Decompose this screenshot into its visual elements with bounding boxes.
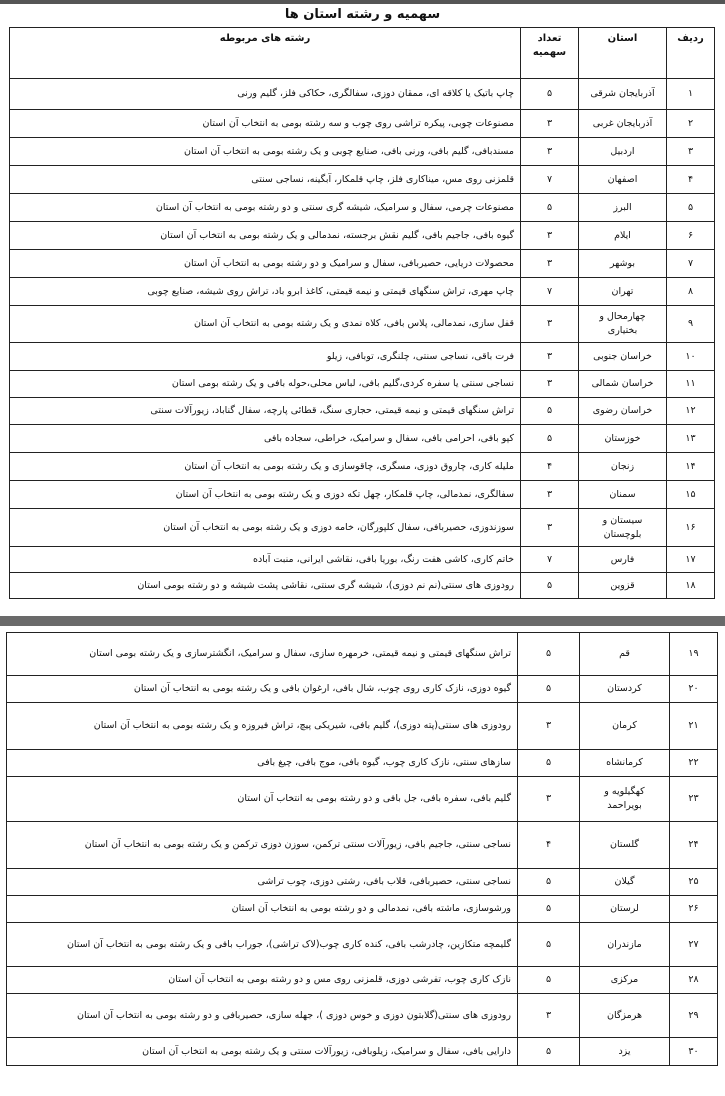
province-cell: هرمزگان xyxy=(580,994,670,1038)
fields-cell: ورشوسازی، ماشته بافی، نمدمالی و دو رشته بومی به انتخاب آن استان xyxy=(7,896,518,923)
quota-count-cell: ۵ xyxy=(518,923,580,967)
table-row xyxy=(7,869,718,896)
table-row xyxy=(10,425,715,453)
row-number-cell: ۳۰ xyxy=(670,1038,718,1066)
row-number-cell: ۱۸ xyxy=(667,573,715,599)
quota-count-cell: ۵ xyxy=(518,676,580,703)
row-number-cell: ۱۲ xyxy=(667,398,715,425)
province-cell: زنجان xyxy=(579,453,667,481)
table-row xyxy=(7,633,718,676)
province-cell: خوزستان xyxy=(579,425,667,453)
quota-count-cell: ۳ xyxy=(521,343,579,371)
province-cell: کهگیلویه و بویراحمد xyxy=(580,777,670,822)
fields-cell: رودوزی های سنتی(نم نم دوزی)، شیشه گری سنتی، نقاشی پشت شیشه و دو رشته بومی استان xyxy=(10,573,521,599)
province-cell: کرمانشاه xyxy=(580,750,670,777)
fields-cell: قفل سازی، نمدمالی، پلاس بافی، کلاه نمدی و یک رشته بومی به انتخاب آن استان xyxy=(10,306,521,343)
province-cell: آذربایجان شرقی xyxy=(579,79,667,110)
fields-cell: چاپ مهری، تراش سنگهای قیمتی و نیمه قیمتی، کاغذ ابرو باد، تراش روی شیشه، صنایع چوبی xyxy=(10,278,521,306)
quota-count-cell: ۳ xyxy=(521,509,579,547)
table-row xyxy=(10,138,715,166)
table-row xyxy=(10,110,715,138)
quota-count-cell: ۳ xyxy=(521,371,579,398)
table-row xyxy=(10,481,715,509)
province-cell: البرز xyxy=(579,194,667,222)
fields-cell: نساجی سنتی، جاجیم بافی، زیورآلات سنتی ترکمن، سوزن دوزی ترکمن و یک رشته بومی به انتخاب آن استان xyxy=(7,822,518,869)
fields-cell: گلیم بافی، سفره بافی، جل بافی و دو رشته بومی به انتخاب آن استان xyxy=(7,777,518,822)
table-row xyxy=(10,306,715,343)
row-number-cell: ۲۰ xyxy=(670,676,718,703)
quota-count-cell: ۷ xyxy=(521,278,579,306)
table-row xyxy=(10,250,715,278)
fields-cell: تراش سنگهای قیمتی و نیمه قیمتی، خرمهره سازی، سفال و سرامیک، انگشترسازی و یک رشته بومی استان xyxy=(7,633,518,676)
province-cell: مازندران xyxy=(580,923,670,967)
fields-cell: قلمزنی روی مس، میناکاری فلز، چاپ قلمکار، آبگینه، نساجی سنتی xyxy=(10,166,521,194)
quota-count-cell: ۳ xyxy=(521,306,579,343)
row-number-cell: ۱۷ xyxy=(667,547,715,573)
fields-cell: مسندبافی، گلیم بافی، ورنی بافی، صنایع چوبی و یک رشته بومی به انتخاب آن استان xyxy=(10,138,521,166)
table-row xyxy=(7,822,718,869)
fields-cell: محصولات دریایی، حصیربافی، سفال و سرامیک و دو رشته بومی به انتخاب آن استان xyxy=(10,250,521,278)
province-cell: خراسان شمالی xyxy=(579,371,667,398)
table-row xyxy=(10,547,715,573)
fields-cell: گیوه بافی، جاجیم بافی، گلیم نقش برجسته، نمدمالی و یک رشته بومی به انتخاب آن استان xyxy=(10,222,521,250)
province-cell: تهران xyxy=(579,278,667,306)
table-row xyxy=(10,222,715,250)
row-number-cell: ۵ xyxy=(667,194,715,222)
fields-cell: دارایی بافی، سفال و سرامیک، زیلوبافی، زیورآلات سنتی و یک رشته بومی به انتخاب آن استان xyxy=(7,1038,518,1066)
quota-count-cell: ۷ xyxy=(521,547,579,573)
quota-count-cell: ۵ xyxy=(518,869,580,896)
row-number-cell: ۱۵ xyxy=(667,481,715,509)
table-row xyxy=(10,79,715,110)
province-cell: گیلان xyxy=(580,869,670,896)
table-row xyxy=(10,509,715,547)
province-cell: چهارمحال و بختیاری xyxy=(579,306,667,343)
table-row xyxy=(7,1038,718,1066)
quota-table-part-1 xyxy=(9,27,715,599)
row-number-cell: ۷ xyxy=(667,250,715,278)
fields-cell: سوزندوزی، حصیربافی، سفال کلپورگان، خامه دوزی و یک رشته بومی به انتخاب آن استان xyxy=(10,509,521,547)
quota-count-cell: ۵ xyxy=(521,573,579,599)
fields-cell: نساجی سنتی یا سفره کردی،گلیم بافی، لباس محلی،حوله بافی و یک رشته بومی استان xyxy=(10,371,521,398)
province-cell: یزد xyxy=(580,1038,670,1066)
fields-cell: خاتم کاری، کاشی هفت رنگ، بوریا بافی، نقاشی ایرانی، منبت آباده xyxy=(10,547,521,573)
quota-count-cell: ۳ xyxy=(521,250,579,278)
quota-count-cell: ۳ xyxy=(521,110,579,138)
province-cell: اردبیل xyxy=(579,138,667,166)
table-row xyxy=(7,777,718,822)
table-row xyxy=(7,994,718,1038)
fields-cell: رودوزی های سنتی(پته دوزی)، گلیم بافی، شیریکی پیچ، تراش فیروزه و یک رشته بومی به انتخاب آن استان xyxy=(7,703,518,750)
province-cell: کرمان xyxy=(580,703,670,750)
table-row xyxy=(10,278,715,306)
province-cell: اصفهان xyxy=(579,166,667,194)
table-row xyxy=(7,896,718,923)
fields-cell: چاپ باتیک یا کلاقه ای، ممقان دوزی، سفالگری، حکاکی فلز، گلیم ورنی xyxy=(10,79,521,110)
quota-count-cell: ۵ xyxy=(518,1038,580,1066)
table-row xyxy=(10,194,715,222)
row-number-cell: ۱۳ xyxy=(667,425,715,453)
fields-cell: رودوزی های سنتی(گلابتون دوزی و خوس دوزی )، جهله سازی، حصیربافی و دو رشته بومی به انتخاب آن استان xyxy=(7,994,518,1038)
fields-cell: سازهای سنتی، نازک کاری چوب، گیوه بافی، موج بافی، چیغ بافی xyxy=(7,750,518,777)
province-cell: قزوین xyxy=(579,573,667,599)
quota-count-cell: ۵ xyxy=(521,425,579,453)
quota-count-cell: ۴ xyxy=(518,822,580,869)
fields-cell: مصنوعات چرمی، سفال و سرامیک، شیشه گری سنتی و دو رشته بومی به انتخاب آن استان xyxy=(10,194,521,222)
fields-cell: مصنوعات چوبی، پیکره تراشی روی چوب و سه رشته بومی به انتخاب آن استان xyxy=(10,110,521,138)
quota-count-cell: ۵ xyxy=(518,750,580,777)
fields-cell: گیوه دوزی، نازک کاری روی چوب، شال بافی، ارغوان بافی و یک رشته بومی به انتخاب آن استان xyxy=(7,676,518,703)
table-row xyxy=(7,750,718,777)
fields-cell: فرت باقی، نساجی سنتی، چلنگری، توبافی، زیلو xyxy=(10,343,521,371)
row-number-cell: ۸ xyxy=(667,278,715,306)
province-cell: سیستان و بلوچستان xyxy=(579,509,667,547)
table-row xyxy=(10,398,715,425)
table-row xyxy=(7,923,718,967)
province-cell: لرستان xyxy=(580,896,670,923)
quota-count-cell: ۳ xyxy=(518,703,580,750)
fields-cell: ملیله کاری، چاروق دوزی، مسگری، چاقوسازی و یک رشته بومی به انتخاب آن استان xyxy=(10,453,521,481)
quota-count-cell: ۵ xyxy=(521,79,579,110)
row-number-cell: ۱ xyxy=(667,79,715,110)
table-row xyxy=(7,703,718,750)
province-cell: خراسان رضوی xyxy=(579,398,667,425)
row-number-cell: ۱۹ xyxy=(670,633,718,676)
row-number-cell: ۲۱ xyxy=(670,703,718,750)
province-cell: خراسان جنوبی xyxy=(579,343,667,371)
fields-cell: نازک کاری چوب، تفرشی دوزی، قلمزنی روی مس و دو رشته بومی به انتخاب آن استان xyxy=(7,967,518,994)
row-number-cell: ۲ xyxy=(667,110,715,138)
table-row xyxy=(7,676,718,703)
table-row xyxy=(10,371,715,398)
row-number-cell: ۲۵ xyxy=(670,869,718,896)
province-cell: بوشهر xyxy=(579,250,667,278)
table-row xyxy=(10,343,715,371)
row-number-cell: ۳ xyxy=(667,138,715,166)
fields-cell: تراش سنگهای قیمتی و نیمه قیمتی، حجاری سنگ، قطائی پارچه، سفال گناباد، زیورآلات سنتی xyxy=(10,398,521,425)
quota-count-cell: ۷ xyxy=(521,166,579,194)
header-province: استان xyxy=(579,28,667,79)
province-cell: سمنان xyxy=(579,481,667,509)
header-fields: رشته های مربوطه xyxy=(10,28,521,79)
row-number-cell: ۲۶ xyxy=(670,896,718,923)
fields-cell: سفالگری، نمدمالی، چاپ قلمکار، چهل تکه دوزی و یک رشته بومی به انتخاب آن استان xyxy=(10,481,521,509)
header-row-number: ردیف xyxy=(667,28,715,79)
fields-cell: گلیمچه متکازین، چادرشب بافی، کنده کاری چوب(لاک تراشی)، جوراب بافی و یک رشته بومی به انتخاب آن استان xyxy=(7,923,518,967)
quota-count-cell: ۵ xyxy=(521,194,579,222)
page-separator xyxy=(0,616,725,626)
table-row xyxy=(7,967,718,994)
row-number-cell: ۱۰ xyxy=(667,343,715,371)
province-cell: آذربایجان غربی xyxy=(579,110,667,138)
top-bar xyxy=(0,0,725,4)
page-title: سهمیه و رشته استان ها xyxy=(284,7,441,22)
quota-count-cell: ۳ xyxy=(521,481,579,509)
header-quota-count: تعداد سهمیه xyxy=(521,28,579,79)
quota-count-cell: ۵ xyxy=(521,398,579,425)
row-number-cell: ۴ xyxy=(667,166,715,194)
province-cell: مرکزی xyxy=(580,967,670,994)
quota-count-cell: ۳ xyxy=(518,994,580,1038)
row-number-cell: ۹ xyxy=(667,306,715,343)
row-number-cell: ۱۶ xyxy=(667,509,715,547)
quota-table-part-2 xyxy=(6,632,718,1066)
row-number-cell: ۶ xyxy=(667,222,715,250)
quota-count-cell: ۳ xyxy=(518,777,580,822)
row-number-cell: ۲۹ xyxy=(670,994,718,1038)
row-number-cell: ۲۸ xyxy=(670,967,718,994)
province-cell: قم xyxy=(580,633,670,676)
quota-count-cell: ۳ xyxy=(521,138,579,166)
row-number-cell: ۱۴ xyxy=(667,453,715,481)
row-number-cell: ۲۷ xyxy=(670,923,718,967)
table-row xyxy=(10,453,715,481)
table-row xyxy=(10,166,715,194)
row-number-cell: ۲۳ xyxy=(670,777,718,822)
quota-count-cell: ۳ xyxy=(521,222,579,250)
table-row xyxy=(10,573,715,599)
quota-count-cell: ۴ xyxy=(521,453,579,481)
row-number-cell: ۲۴ xyxy=(670,822,718,869)
row-number-cell: ۱۱ xyxy=(667,371,715,398)
fields-cell: کپو بافی، احرامی بافی، سفال و سرامیک، خراطی، سجاده بافی xyxy=(10,425,521,453)
quota-count-cell: ۵ xyxy=(518,896,580,923)
province-cell: گلستان xyxy=(580,822,670,869)
quota-count-cell: ۵ xyxy=(518,633,580,676)
province-cell: ایلام xyxy=(579,222,667,250)
quota-count-cell: ۵ xyxy=(518,967,580,994)
province-cell: کردستان xyxy=(580,676,670,703)
fields-cell: نساجی سنتی، حصیربافی، قلاب بافی، رشتی دوزی، چوب تراشی xyxy=(7,869,518,896)
row-number-cell: ۲۲ xyxy=(670,750,718,777)
province-cell: فارس xyxy=(579,547,667,573)
